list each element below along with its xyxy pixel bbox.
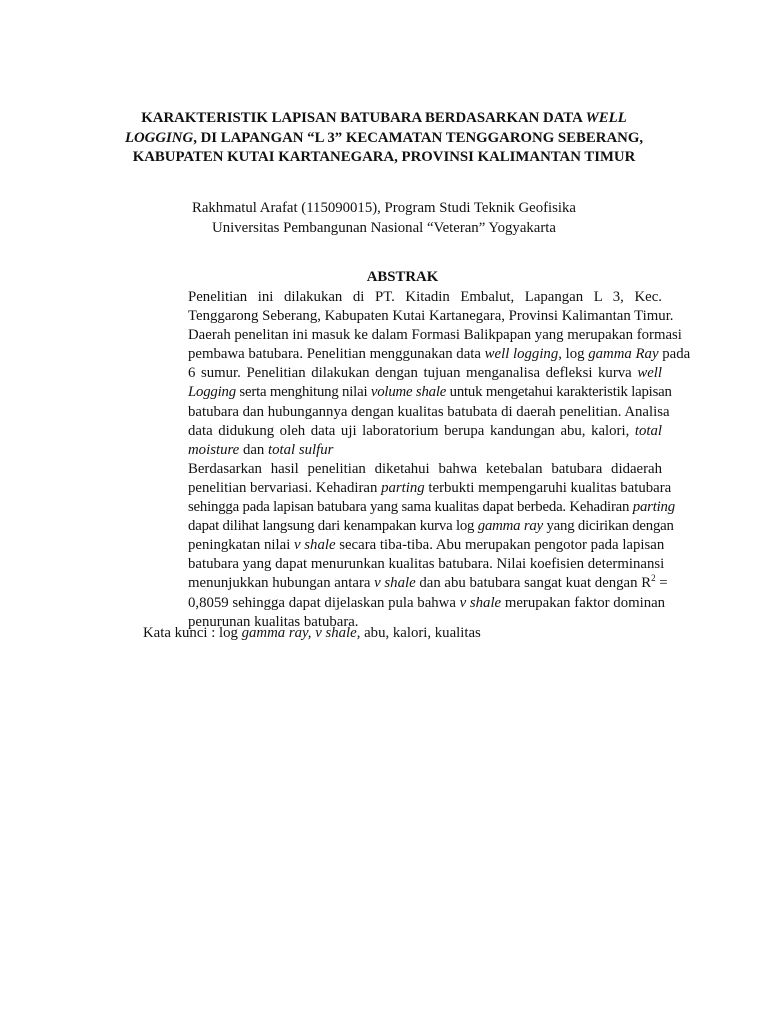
- paragraph-line: 6 sumur. Penelitian dilakukan dengan tujuan menganalisa defleksi kurva well: [188, 365, 662, 382]
- author-line: Rakhmatul Arafat (115090015), Program Studi Teknik Geofisika: [191, 200, 577, 216]
- paragraph-line: Tenggarong Seberang, Kabupaten Kutai Kartanegara, Provinsi Kalimantan Timur.: [188, 308, 674, 325]
- paragraph-line: pembawa batubara. Penelitian menggunakan data well logging, log gamma Ray pada: [188, 346, 691, 363]
- author-block: [120, 199, 648, 238]
- paragraph-line: batubara yang dapat menurunkan kualitas batubara. Nilai koefisien determinansi: [188, 556, 665, 573]
- title-text: KARAKTERISTIK LAPISAN BATUBARA BERDASARKAN DATA: [141, 110, 586, 126]
- paragraph-line: moisture dan total sulfur: [188, 441, 334, 458]
- paragraph-line: 0,8059 sehingga dapat dijelaskan pula bahwa v shale merupakan faktor dominan: [188, 594, 666, 611]
- abstract-paragraph-2: [143, 460, 675, 632]
- paragraph-line: Logging serta menghitung nilai volume shale untuk mengetahui karakteristik lapisan: [188, 384, 672, 401]
- paragraph-line: Penelitian ini dilakukan di PT. Kitadin Embalut, Lapangan L 3, Kec.: [188, 289, 662, 305]
- paragraph-line: Daerah penelitan ini masuk ke dalam Formasi Balikpapan yang merupakan formasi: [188, 327, 682, 344]
- abstract-paragraph-1: [143, 288, 691, 460]
- r-squared-superscript: 2: [651, 573, 656, 584]
- title-italic-term: WELL LOGGING: [124, 110, 627, 146]
- paper-title: [120, 109, 648, 168]
- paragraph-line: penelitian bervariasi. Kehadiran parting terbukti mempengaruhi kualitas batubara: [188, 479, 672, 496]
- paragraph-line: data didukung oleh data uji laboratorium berupa kandungan abu, kalori, total: [188, 422, 662, 439]
- paragraph-line: batubara dan hubungannya dengan kualitas batubata di daerah penelitian. Analisa: [188, 403, 670, 420]
- paragraph-line: Berdasarkan hasil penelitian diketahui bahwa ketebalan batubara didaerah: [188, 460, 662, 477]
- paragraph-line: dapat dilihat langsung dari kenampakan kurva log gamma ray yang dicirikan dengan: [188, 518, 674, 535]
- paragraph-line: penurunan kualitas batubara.: [188, 613, 359, 630]
- paragraph-line: menunjukkan hubungan antara v shale dan abu batubara sangat kuat dengan $R^2$ =: [188, 573, 668, 592]
- title-text-continued: , DI LAPANGAN “L 3” KECAMATAN TENGGARONG SEBERANG, KABUPATEN KUTAI KARTANEGARA, PROVINSI KALIMANTAN TIMUR: [132, 129, 644, 165]
- keywords-label: Kata kunci : log: [143, 625, 242, 641]
- keywords-rest: , abu, kalori, kualitas: [356, 625, 481, 641]
- paragraph-line: peningkatan nilai v shale secara tiba-tiba. Abu merupakan pengotor pada lapisan: [188, 537, 665, 554]
- abstract-body: [143, 288, 691, 632]
- keywords-italic-terms: gamma ray, v shale: [241, 625, 357, 641]
- keywords-line: [143, 624, 662, 644]
- affiliation-line: Universitas Pembangunan Nasional “Veteran” Yogyakarta: [212, 219, 556, 236]
- paragraph-line: sehingga pada lapisan batubara yang sama kualitas dapat berbeda. Kehadiran parting: [188, 499, 675, 516]
- abstract-heading: ABSTRAK: [366, 269, 439, 285]
